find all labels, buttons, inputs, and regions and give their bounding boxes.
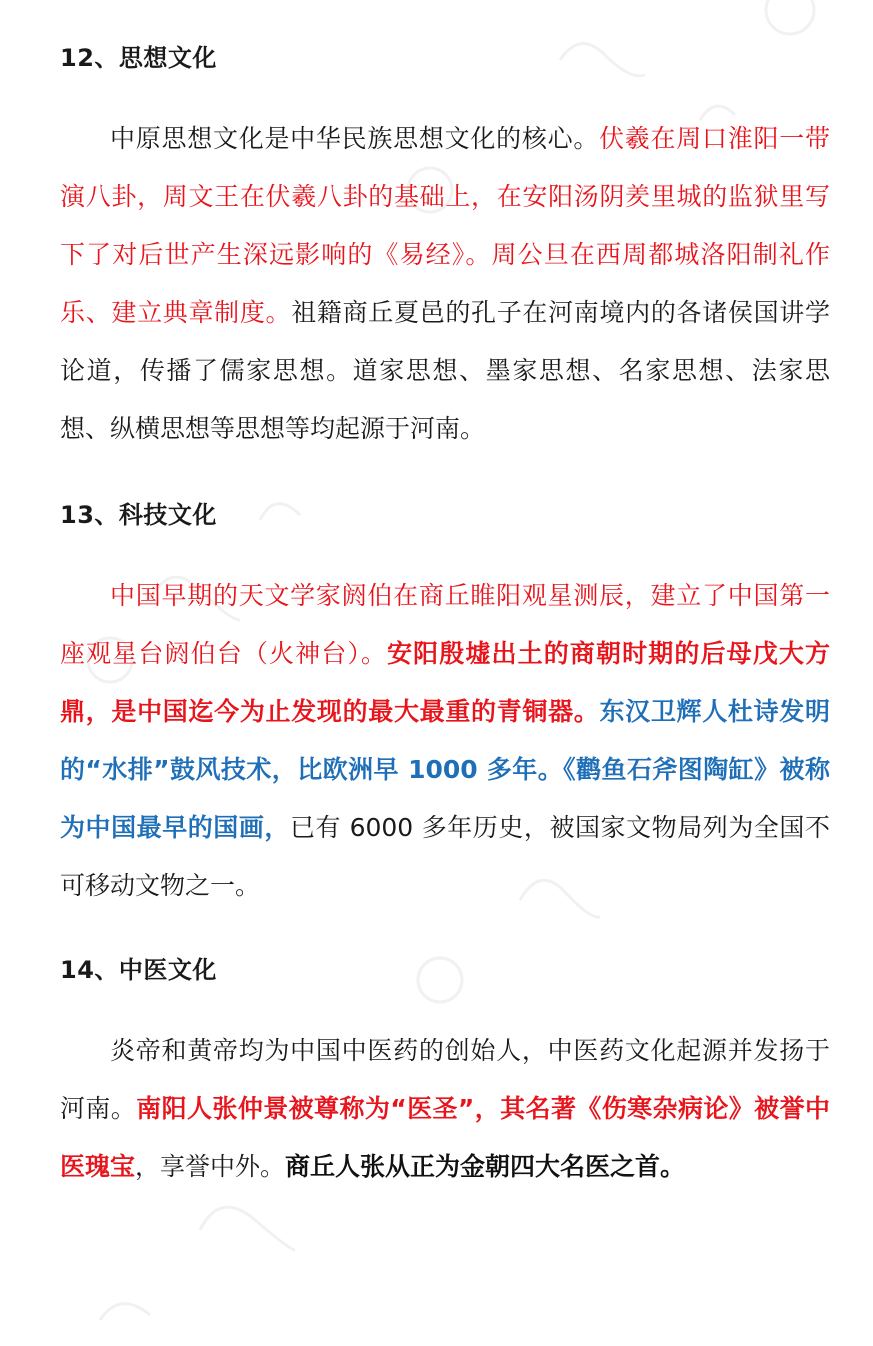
section-heading-technology: 13、科技文化 xyxy=(60,501,217,529)
paragraph-thought-culture xyxy=(60,110,830,458)
paragraph-medicine-culture xyxy=(60,1022,830,1196)
text-run: 中原思想文化是中华民族思想文化的核心。 xyxy=(110,124,600,153)
highlight-text-red: 伏羲在周口淮阳一带演八卦，周文王在伏羲八卦的基础上，在安阳汤阴羑里城的监狱里写下了对后世产生深远影响的《易经》。周公旦在西周都城洛阳制礼作乐、建立典章制度。 xyxy=(60,124,830,327)
section-heading-medicine: 14、中医文化 xyxy=(60,956,217,984)
highlight-text-red-bold: 南阳人张仲景被尊称为“医圣”，其名著《伤寒杂病论》被誉中医瑰宝 xyxy=(60,1094,830,1181)
text-run: 已有 6000 多年历史，被国家文物局列为全国不可移动文物之一。 xyxy=(60,813,830,900)
highlight-text-red-bold: 安阳殷墟出土的商朝时期的后母戊大方鼎，是中国迄今为止发现的最大最重的青铜器。 xyxy=(60,639,830,726)
text-run: 炎帝和黄帝均为中国中医药的创始人，中医药文化起源并发扬于河南。 xyxy=(60,1036,830,1123)
text-run: ，享誉中外。 xyxy=(135,1152,286,1181)
highlight-text-red: 中国早期的天文学家阏伯在商丘睢阳观星测辰，建立了中国第一座观星台阏伯台（火神台）。 xyxy=(60,581,830,668)
paragraph-technology-culture xyxy=(60,567,830,915)
emphasis-text-bold: 商丘人张从正为金朝四大名医之首。 xyxy=(285,1152,686,1181)
text-run: 祖籍商丘夏邑的孔子在河南境内的各诸侯国讲学论道，传播了儒家思想。道家思想、墨家思想、名家思想、法家思想、纵横思想等思想等均起源于河南。 xyxy=(60,298,830,443)
section-heading-thought: 12、思想文化 xyxy=(60,44,217,72)
highlight-text-blue-bold: 东汉卫辉人杜诗发明的“水排”鼓风技术，比欧洲早 1000 多年。《鹳鱼石斧图陶缸》被称为中国最早的国画， xyxy=(60,697,830,842)
